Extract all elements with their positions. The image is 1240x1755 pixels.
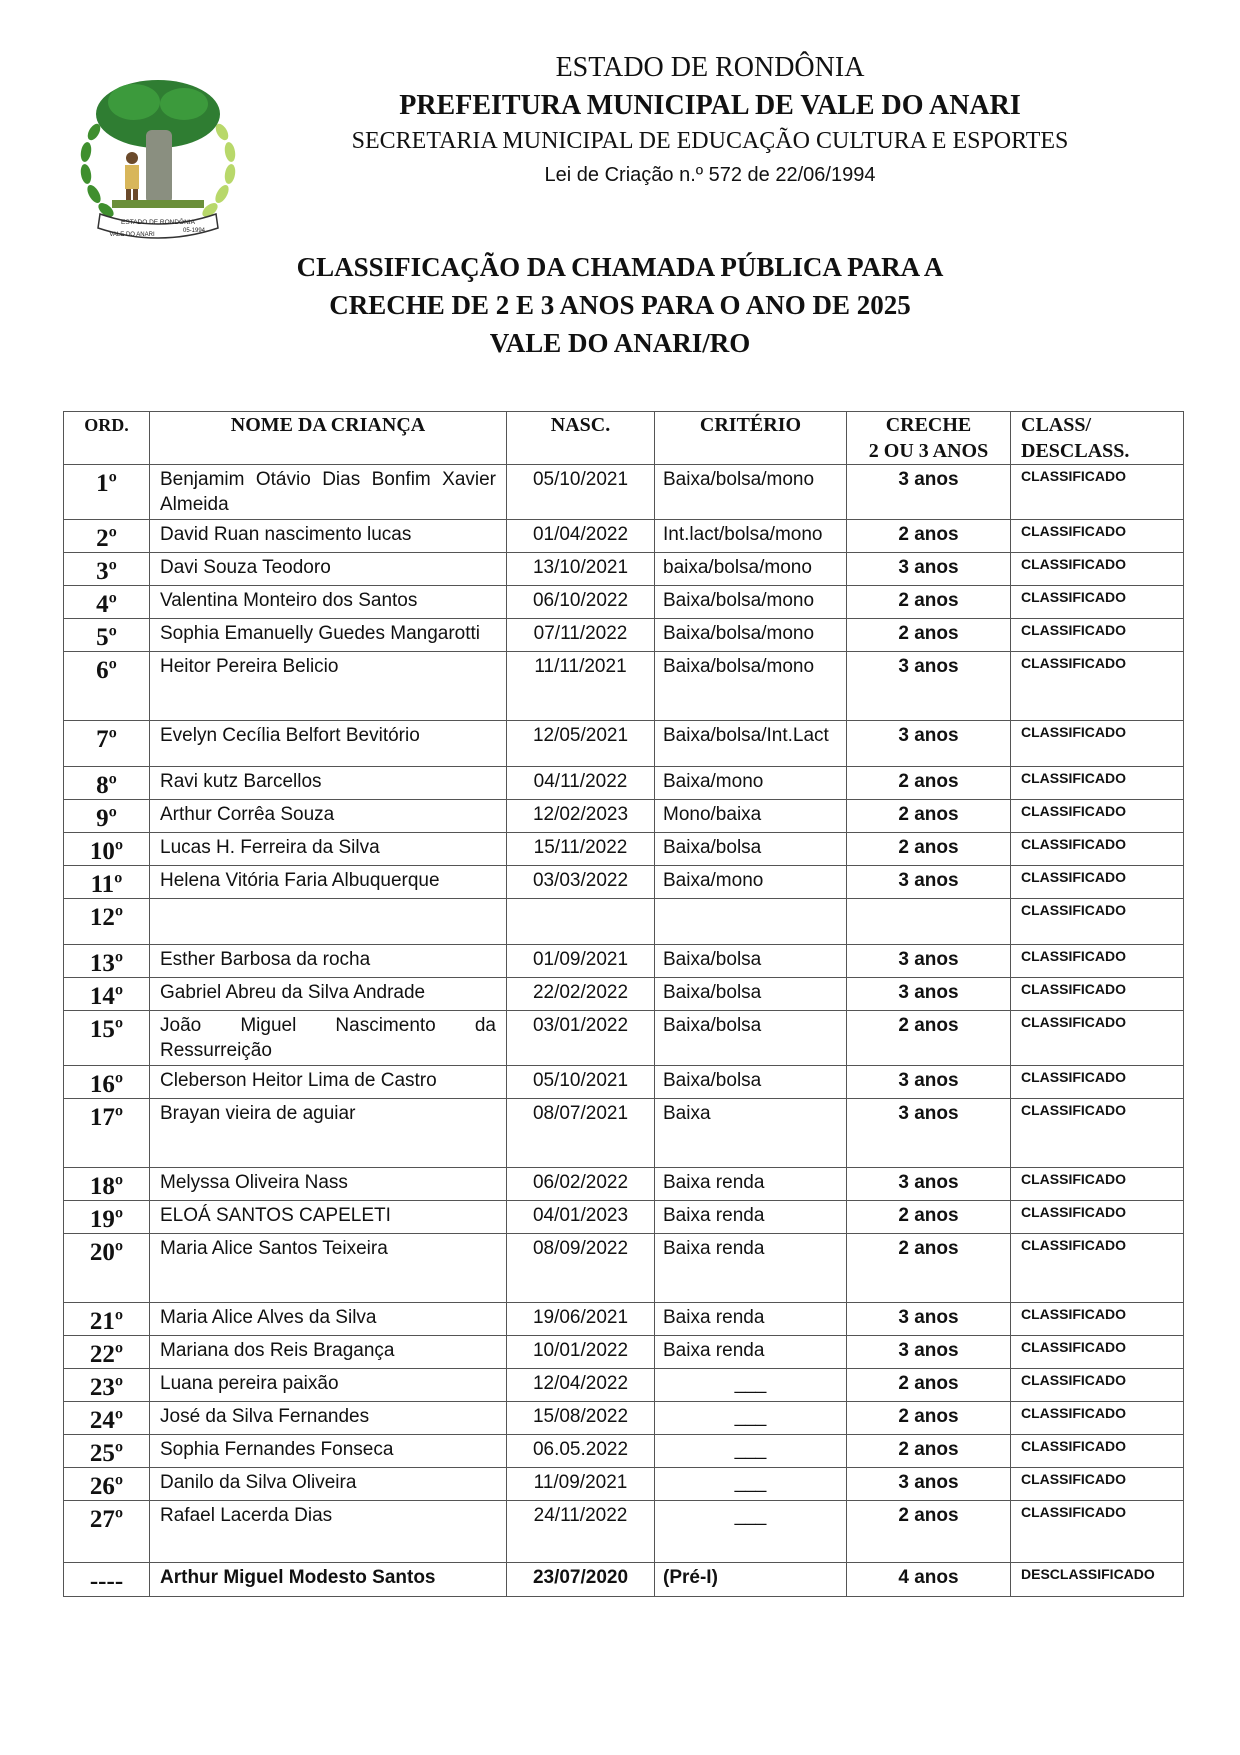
row-status: CLASSIFICADO	[1011, 1066, 1184, 1099]
row-ord: 1º	[64, 465, 150, 520]
row-status: CLASSIFICADO	[1011, 800, 1184, 833]
municipal-coat-of-arms-icon	[72, 72, 244, 244]
row-nasc: 06.05.2022	[507, 1435, 655, 1468]
table-row	[64, 1468, 1184, 1501]
logo-ribbon-text-state: ESTADO DE RONDÔNIA	[121, 219, 195, 226]
row-status: DESCLASSIFICADO	[1011, 1563, 1184, 1597]
row-nome: Maria Alice Alves da Silva	[150, 1303, 507, 1336]
row-status: CLASSIFICADO	[1011, 833, 1184, 866]
row-creche: 3 anos	[847, 945, 1011, 978]
row-criterio: ___	[655, 1468, 847, 1501]
row-nasc: 22/02/2022	[507, 978, 655, 1011]
row-ord: 12º	[64, 899, 150, 945]
row-nasc: 24/11/2022	[507, 1501, 655, 1563]
row-creche: 2 anos	[847, 1011, 1011, 1066]
table-row	[64, 800, 1184, 833]
row-status: CLASSIFICADO	[1011, 1369, 1184, 1402]
row-ord: 10º	[64, 833, 150, 866]
row-creche: 2 anos	[847, 586, 1011, 619]
row-creche: 2 anos	[847, 1234, 1011, 1303]
row-status: CLASSIFICADO	[1011, 978, 1184, 1011]
row-criterio: Baixa	[655, 1099, 847, 1168]
row-status: CLASSIFICADO	[1011, 1011, 1184, 1066]
row-status: CLASSIFICADO	[1011, 721, 1184, 767]
row-ord: 20º	[64, 1234, 150, 1303]
row-nasc: 23/07/2020	[507, 1563, 655, 1597]
row-ord: 2º	[64, 520, 150, 553]
row-criterio: ___	[655, 1369, 847, 1402]
row-status: CLASSIFICADO	[1011, 465, 1184, 520]
row-nasc: 01/04/2022	[507, 520, 655, 553]
row-ord: 16º	[64, 1066, 150, 1099]
row-nome: Davi Souza Teodoro	[150, 553, 507, 586]
table-row	[64, 520, 1184, 553]
row-nasc: 19/06/2021	[507, 1303, 655, 1336]
row-nome: Evelyn Cecília Belfort Bevitório	[150, 721, 507, 767]
row-creche: 2 anos	[847, 619, 1011, 652]
row-nasc: 12/02/2023	[507, 800, 655, 833]
table-row	[64, 866, 1184, 899]
row-nome: Valentina Monteiro dos Santos	[150, 586, 507, 619]
row-status: CLASSIFICADO	[1011, 1303, 1184, 1336]
row-creche: 3 anos	[847, 1336, 1011, 1369]
table-row	[64, 767, 1184, 800]
header-class-line-1: CLASS/	[1021, 414, 1092, 436]
row-creche: 2 anos	[847, 833, 1011, 866]
table-row	[64, 1501, 1184, 1563]
row-ord: 27º	[64, 1501, 150, 1563]
row-nome: Maria Alice Santos Teixeira	[150, 1234, 507, 1303]
table-row	[64, 1011, 1184, 1066]
header-nome: NOME DA CRIANÇA	[150, 412, 507, 465]
row-ord: 4º	[64, 586, 150, 619]
table-row	[64, 833, 1184, 866]
row-status: CLASSIFICADO	[1011, 899, 1184, 945]
row-creche: 2 anos	[847, 1201, 1011, 1234]
row-nasc: 12/04/2022	[507, 1369, 655, 1402]
row-ord: 17º	[64, 1099, 150, 1168]
row-status: CLASSIFICADO	[1011, 1435, 1184, 1468]
row-creche: 3 anos	[847, 1303, 1011, 1336]
row-creche: 2 anos	[847, 1369, 1011, 1402]
row-criterio: ___	[655, 1501, 847, 1563]
row-criterio: ___	[655, 1402, 847, 1435]
row-status: CLASSIFICADO	[1011, 1201, 1184, 1234]
table-row	[64, 1402, 1184, 1435]
row-ord: 8º	[64, 767, 150, 800]
row-nasc: 05/10/2021	[507, 1066, 655, 1099]
row-ord: 25º	[64, 1435, 150, 1468]
row-criterio: Baixa/mono	[655, 866, 847, 899]
row-creche: 4 anos	[847, 1563, 1011, 1597]
row-status: CLASSIFICADO	[1011, 1402, 1184, 1435]
table-row	[64, 1168, 1184, 1201]
row-nasc: 15/08/2022	[507, 1402, 655, 1435]
row-criterio: Baixa/bolsa	[655, 833, 847, 866]
table-row	[64, 1336, 1184, 1369]
header-criterio: CRITÉRIO	[655, 412, 847, 465]
row-nome: Mariana dos Reis Bragança	[150, 1336, 507, 1369]
row-criterio: baixa/bolsa/mono	[655, 553, 847, 586]
row-creche: 3 anos	[847, 721, 1011, 767]
row-nome: Cleberson Heitor Lima de Castro	[150, 1066, 507, 1099]
row-criterio: (Pré-I)	[655, 1563, 847, 1597]
table-row	[64, 721, 1184, 767]
row-criterio	[655, 899, 847, 945]
row-creche	[847, 899, 1011, 945]
table-row	[64, 1099, 1184, 1168]
header-creche	[847, 412, 1011, 465]
row-status: CLASSIFICADO	[1011, 866, 1184, 899]
header-ord: ORD.	[64, 412, 150, 465]
row-status: CLASSIFICADO	[1011, 1336, 1184, 1369]
row-nasc: 04/11/2022	[507, 767, 655, 800]
row-creche: 2 anos	[847, 800, 1011, 833]
row-creche: 3 anos	[847, 1468, 1011, 1501]
header-prefeitura: PREFEITURA MUNICIPAL DE VALE DO ANARI	[399, 90, 1021, 121]
row-status: CLASSIFICADO	[1011, 1234, 1184, 1303]
row-criterio: Baixa/bolsa/mono	[655, 465, 847, 520]
row-creche: 3 anos	[847, 465, 1011, 520]
row-nome: David Ruan nascimento lucas	[150, 520, 507, 553]
row-nasc: 03/03/2022	[507, 866, 655, 899]
row-ord: 24º	[64, 1402, 150, 1435]
row-nasc: 11/09/2021	[507, 1468, 655, 1501]
row-criterio: Baixa/bolsa	[655, 1011, 847, 1066]
header-nasc: NASC.	[507, 412, 655, 465]
table-row	[64, 586, 1184, 619]
row-status: CLASSIFICADO	[1011, 1501, 1184, 1563]
row-status: CLASSIFICADO	[1011, 767, 1184, 800]
row-creche: 2 anos	[847, 767, 1011, 800]
logo-ribbon-text-date: 05-1994	[182, 228, 206, 234]
row-nome: Sophia Fernandes Fonseca	[150, 1435, 507, 1468]
row-ord: 6º	[64, 652, 150, 721]
table-row	[64, 619, 1184, 652]
row-nasc: 05/10/2021	[507, 465, 655, 520]
row-nome: Esther Barbosa da rocha	[150, 945, 507, 978]
document-title-line-1: CLASSIFICAÇÃO DA CHAMADA PÚBLICA PARA A	[296, 252, 944, 282]
row-creche: 2 anos	[847, 1501, 1011, 1563]
row-ord: 15º	[64, 1011, 150, 1066]
row-criterio: Baixa renda	[655, 1168, 847, 1201]
row-criterio: Baixa renda	[655, 1234, 847, 1303]
row-nome: Arthur Corrêa Souza	[150, 800, 507, 833]
row-nasc: 11/11/2021	[507, 652, 655, 721]
row-creche: 3 anos	[847, 978, 1011, 1011]
row-nome: João Miguel Nascimento da Ressurreição	[150, 1011, 507, 1066]
row-creche: 2 anos	[847, 1402, 1011, 1435]
table-row	[64, 553, 1184, 586]
row-nasc: 06/02/2022	[507, 1168, 655, 1201]
row-nasc: 12/05/2021	[507, 721, 655, 767]
table-row	[64, 1369, 1184, 1402]
row-criterio: Baixa/bolsa/mono	[655, 619, 847, 652]
row-nome	[150, 899, 507, 945]
row-nasc: 06/10/2022	[507, 586, 655, 619]
row-ord: 13º	[64, 945, 150, 978]
table-row	[64, 1234, 1184, 1303]
table-row	[64, 465, 1184, 520]
row-nome: Luana pereira paixão	[150, 1369, 507, 1402]
row-nasc: 03/01/2022	[507, 1011, 655, 1066]
row-status: CLASSIFICADO	[1011, 520, 1184, 553]
row-nasc: 10/01/2022	[507, 1336, 655, 1369]
row-criterio: Baixa/bolsa	[655, 1066, 847, 1099]
logo-ribbon-text-city: VALE DO ANARI	[109, 232, 155, 238]
row-ord: 19º	[64, 1201, 150, 1234]
row-nome: Brayan vieira de aguiar	[150, 1099, 507, 1168]
header-lei: Lei de Criação n.º 572 de 22/06/1994	[544, 164, 876, 186]
row-status: CLASSIFICADO	[1011, 1168, 1184, 1201]
row-nasc: 04/01/2023	[507, 1201, 655, 1234]
row-criterio: Mono/baixa	[655, 800, 847, 833]
row-criterio: Baixa/bolsa/mono	[655, 586, 847, 619]
header-class	[1011, 412, 1184, 465]
row-nasc: 08/07/2021	[507, 1099, 655, 1168]
row-criterio: Int.lact/bolsa/mono	[655, 520, 847, 553]
row-creche: 3 anos	[847, 652, 1011, 721]
row-status: CLASSIFICADO	[1011, 1468, 1184, 1501]
table-row	[64, 1435, 1184, 1468]
row-nome: Arthur Miguel Modesto Santos	[150, 1563, 507, 1597]
row-creche: 3 anos	[847, 1099, 1011, 1168]
row-nome: Melyssa Oliveira Nass	[150, 1168, 507, 1201]
table-row	[64, 1201, 1184, 1234]
row-nasc: 07/11/2022	[507, 619, 655, 652]
row-ord: 26º	[64, 1468, 150, 1501]
row-criterio: Baixa renda	[655, 1201, 847, 1234]
row-creche: 2 anos	[847, 520, 1011, 553]
row-nome: Ravi kutz Barcellos	[150, 767, 507, 800]
row-criterio: Baixa renda	[655, 1336, 847, 1369]
row-ord: 7º	[64, 721, 150, 767]
row-status: CLASSIFICADO	[1011, 553, 1184, 586]
row-ord: ----	[64, 1563, 150, 1597]
row-ord: 23º	[64, 1369, 150, 1402]
row-status: CLASSIFICADO	[1011, 619, 1184, 652]
header-state: ESTADO DE RONDÔNIA	[555, 52, 865, 83]
row-criterio: Baixa renda	[655, 1303, 847, 1336]
row-nome: Benjamim Otávio Dias Bonfim Xavier Almeida	[150, 465, 507, 520]
row-nasc	[507, 899, 655, 945]
row-ord: 18º	[64, 1168, 150, 1201]
table-row	[64, 1563, 1184, 1597]
row-ord: 22º	[64, 1336, 150, 1369]
table-header-row	[64, 412, 1184, 465]
header-class-line-2: DESCLASS.	[1021, 440, 1130, 462]
row-creche: 3 anos	[847, 1168, 1011, 1201]
row-nome: Lucas H. Ferreira da Silva	[150, 833, 507, 866]
row-nome: Gabriel Abreu da Silva Andrade	[150, 978, 507, 1011]
row-creche: 2 anos	[847, 1435, 1011, 1468]
table-row	[64, 978, 1184, 1011]
row-nasc: 08/09/2022	[507, 1234, 655, 1303]
header-creche-line-1: CRECHE	[885, 414, 972, 436]
table-row	[64, 945, 1184, 978]
row-ord: 9º	[64, 800, 150, 833]
row-nasc: 01/09/2021	[507, 945, 655, 978]
row-creche: 3 anos	[847, 1066, 1011, 1099]
row-ord: 5º	[64, 619, 150, 652]
row-nome: ELOÁ SANTOS CAPELETI	[150, 1201, 507, 1234]
table-row	[64, 1303, 1184, 1336]
classification-table	[63, 411, 1184, 1597]
row-ord: 21º	[64, 1303, 150, 1336]
row-creche: 3 anos	[847, 866, 1011, 899]
row-ord: 11º	[64, 866, 150, 899]
table-row	[64, 652, 1184, 721]
row-criterio: Baixa/bolsa	[655, 978, 847, 1011]
header-secretaria: SECRETARIA MUNICIPAL DE EDUCAÇÃO CULTURA E ESPORTES	[351, 128, 1069, 154]
document-title-line-2: CRECHE DE 2 E 3 ANOS PARA O ANO DE 2025	[329, 290, 911, 320]
document-title-line-3: VALE DO ANARI/RO	[489, 328, 751, 358]
row-criterio: ___	[655, 1435, 847, 1468]
table-row	[64, 899, 1184, 945]
row-status: CLASSIFICADO	[1011, 945, 1184, 978]
header-creche-line-2: 2 OU 3 ANOS	[868, 440, 989, 462]
row-status: CLASSIFICADO	[1011, 652, 1184, 721]
row-criterio: Baixa/mono	[655, 767, 847, 800]
table-row	[64, 1066, 1184, 1099]
row-ord: 3º	[64, 553, 150, 586]
row-nasc: 13/10/2021	[507, 553, 655, 586]
row-criterio: Baixa/bolsa/mono	[655, 652, 847, 721]
row-status: CLASSIFICADO	[1011, 586, 1184, 619]
row-nome: Danilo da Silva Oliveira	[150, 1468, 507, 1501]
row-nome: Helena Vitória Faria Albuquerque	[150, 866, 507, 899]
row-criterio: Baixa/bolsa	[655, 945, 847, 978]
row-ord: 14º	[64, 978, 150, 1011]
row-nome: Heitor Pereira Belicio	[150, 652, 507, 721]
row-status: CLASSIFICADO	[1011, 1099, 1184, 1168]
row-nome: Sophia Emanuelly Guedes Mangarotti	[150, 619, 507, 652]
row-nome: Rafael Lacerda Dias	[150, 1501, 507, 1563]
row-creche: 3 anos	[847, 553, 1011, 586]
row-nasc: 15/11/2022	[507, 833, 655, 866]
row-nome: José da Silva Fernandes	[150, 1402, 507, 1435]
row-criterio: Baixa/bolsa/Int.Lact	[655, 721, 847, 767]
